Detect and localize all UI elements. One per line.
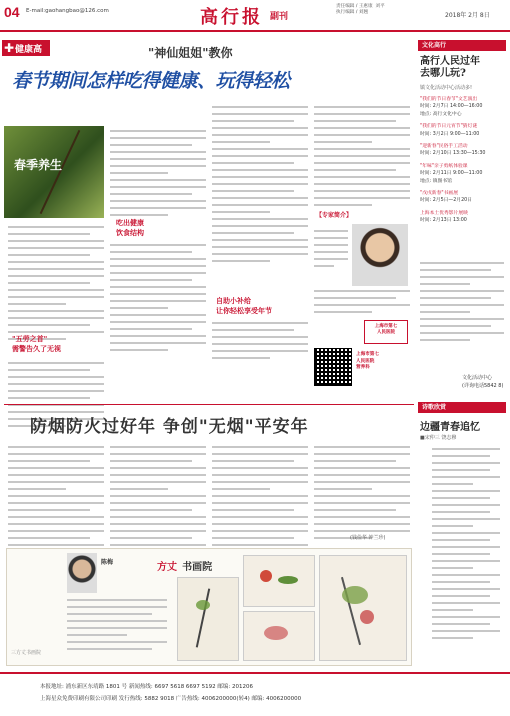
sub-heading-2: 吃出健康 饮食结构 — [116, 219, 144, 237]
book-brand: 三方丈书画院 — [11, 650, 42, 656]
sidebar-item-2: 地点: 高行文化中心 — [420, 111, 462, 117]
painting-2 — [243, 555, 315, 607]
sidebar-footer-1: 文化活动中心 — [462, 375, 493, 381]
book-text — [67, 599, 167, 655]
footer-line-2: 上海星众免费印刷有限公司印刷 发行热线: 5882 9018 广告热线: 4006200000(转4) 邮编: 4006200000 — [40, 696, 302, 702]
sidebar-item-0: "我们的节日春节"文艺演出 — [420, 97, 478, 102]
column-2 — [110, 130, 206, 221]
sub-heading-1: "五劳之首" 需警告久了无视 — [12, 335, 61, 353]
header-email: E-mail:gaohangbao@126.com — [26, 8, 109, 14]
spring-photo — [4, 126, 104, 218]
painting-1 — [177, 577, 239, 661]
sidebar-item-5: "迎新春"民俗手工活动 — [420, 144, 468, 150]
cross-icon: ✚ — [4, 41, 15, 55]
smoke-col-4 — [314, 446, 410, 544]
sidebar-item-4: 时间: 3月2日 9:00—11:00 — [420, 131, 480, 137]
column-2b — [110, 244, 206, 356]
painting-3 — [243, 611, 315, 661]
poem-byline: ■宋仲三 饶志穆 — [420, 435, 457, 441]
column-3b — [212, 322, 308, 364]
sidebar-item-11: 时间: 2月5日—2月20日 — [420, 198, 472, 204]
footer — [0, 672, 510, 716]
sidebar-item-3: "我们的节日元宵节"猜灯谜 — [420, 124, 478, 130]
sidebar-item-9: 地点: 镇图书馆 — [420, 178, 452, 184]
column-3 — [212, 106, 308, 267]
book-section — [6, 548, 412, 666]
feature-headline: 春节期间怎样吃得健康、玩得轻松 — [12, 70, 290, 92]
book-logo-title: 书画院 — [182, 562, 213, 573]
poem-title: 边疆青春追忆 — [420, 422, 480, 433]
smoke-author: (钱俭华 钟兰珍) — [350, 535, 386, 541]
page-number: 04 — [4, 4, 20, 20]
qr-code — [314, 348, 352, 386]
smoke-headline: 防烟防火过好年 争创"无烟"平安年 — [30, 417, 309, 437]
column-1 — [8, 226, 104, 345]
issue-date: 2018年 2月 8日 — [445, 12, 490, 19]
photo-caption: 春季养生 — [14, 158, 63, 172]
sidebar-footer-2: (详询电话5842 8) — [462, 383, 504, 389]
expert-bio — [314, 230, 348, 272]
sidebar-more-lines — [420, 262, 504, 346]
sidebar-item-8: 时间: 2月11日 9:00—11:00 — [420, 171, 483, 177]
sidebar-tag: 文化高行 — [418, 40, 506, 51]
feature-logo-text: 健康高行 — [15, 45, 43, 68]
sidebar-list — [420, 96, 504, 225]
footer-line-1: 本报地址: 浦东新区东靖路 1801 号 新闻热线: 6697 5618 6697 5192 邮编: 201206 — [40, 684, 254, 690]
artist-photo — [67, 553, 97, 593]
sidebar-sub: 镇文化活动中心活动多! — [420, 85, 473, 91]
hospital-badge — [364, 320, 408, 344]
poetry-tag: 诗歌欣赏 — [418, 402, 506, 413]
sidebar-item-7: "年味"亲子剪纸体验课 — [420, 163, 468, 169]
sidebar-item-6: 时间: 2月10日 13:30—15:30 — [420, 151, 486, 157]
author-caption: 上海市第七 人民医院 营养科 — [356, 352, 379, 370]
masthead: 高行报 — [200, 7, 263, 28]
feature-logo — [2, 40, 50, 68]
book-logo — [157, 555, 227, 571]
section-name: 副刊 — [270, 12, 289, 22]
section-divider — [4, 404, 414, 405]
poem-body — [432, 448, 500, 644]
book-logo-prefix: 方丈 — [157, 562, 177, 573]
expert-bio-2 — [314, 290, 410, 318]
header — [0, 0, 510, 32]
sidebar-item-10: "戊戌新春"书画展 — [420, 191, 458, 197]
editors: 责任编辑 / 王惠康 刘平 执行编辑 / 刘翘 — [336, 4, 385, 15]
sidebar-item-13: 时间: 2月13日 13:00 — [420, 218, 467, 224]
sidebar-headline: 高行人民过年 去哪儿玩? — [420, 56, 480, 79]
sub-heading-3: 自助小补给 让你轻松享受年节 — [216, 297, 272, 315]
artist-name: 陈梅 — [101, 559, 114, 566]
column-4 — [314, 106, 410, 211]
hospital-name: 上海市第七 人民医院 — [374, 324, 398, 335]
painting-4 — [319, 555, 407, 661]
sidebar-item-1: 时间: 2月7日 14:00—16:00 — [420, 104, 483, 110]
expert-box-title: 【专家简介】 — [316, 212, 353, 219]
sidebar — [418, 40, 506, 664]
sidebar-item-12: 上海本土优秀影片展映 — [420, 210, 468, 216]
feature-kicker: "神仙姐姐"教你 — [148, 46, 233, 60]
expert-photo — [352, 224, 408, 286]
